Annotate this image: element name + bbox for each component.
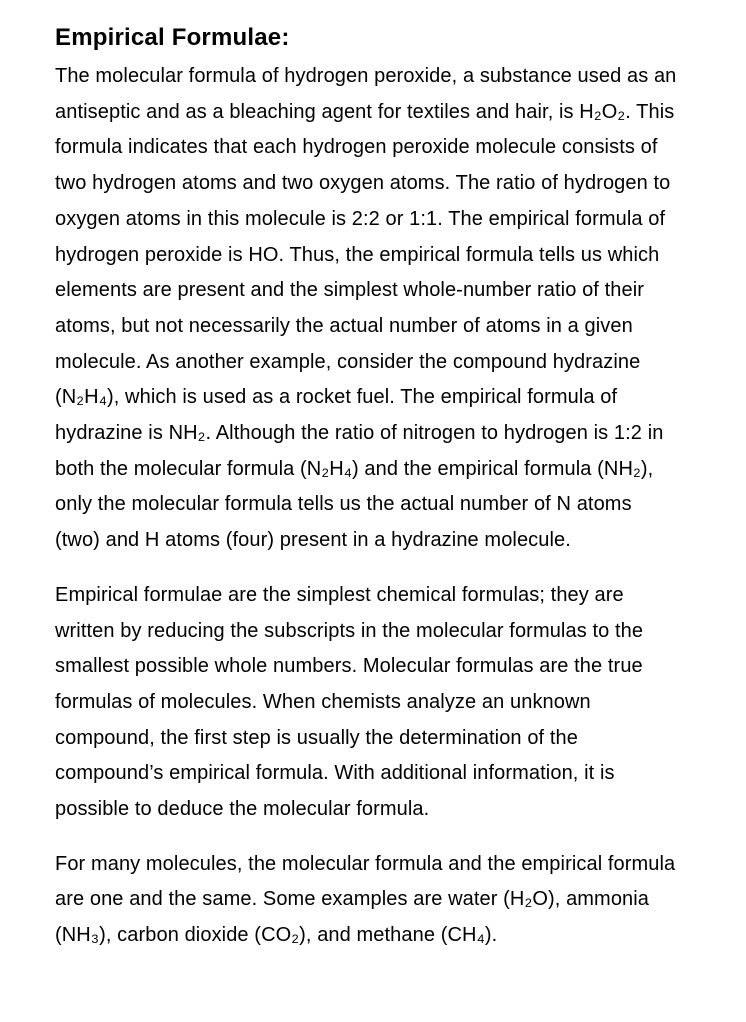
text-line: only the molecular formula tells us the actual number of N atoms (55, 493, 632, 516)
text-line: antiseptic and as a bleaching agent for textiles and hair, is H₂O₂. This (55, 100, 675, 123)
text-line: possible to deduce the molecular formula. (55, 798, 430, 821)
text-line: smallest possible whole numbers. Molecular formulas are the true (55, 655, 643, 678)
text-line: two hydrogen atoms and two oxygen atoms. The ratio of hydrogen to (55, 172, 671, 195)
text-line: (NH₃), carbon dioxide (CO₂), and methane (CH₄). (55, 924, 498, 947)
text-line: (N₂H₄), which is used as a rocket fuel. The empirical formula of (55, 386, 618, 409)
text-line: atoms, but not necessarily the actual number of atoms in a given (55, 314, 633, 337)
paragraph-examples (55, 847, 706, 954)
text-line: hydrogen peroxide is HO. Thus, the empirical formula tells us which (55, 243, 660, 266)
text-line: For many molecules, the molecular formula and the empirical formula (55, 852, 676, 875)
text-line: formula indicates that each hydrogen peroxide molecule consists of (55, 136, 658, 159)
text-line: hydrazine is NH₂. Although the ratio of nitrogen to hydrogen is 1:2 in (55, 422, 664, 445)
text-line: elements are present and the simplest whole-number ratio of their (55, 279, 645, 302)
document-heading: Empirical Formulae: (55, 24, 290, 51)
text-line: (two) and H atoms (four) present in a hydrazine molecule. (55, 529, 571, 552)
text-line: both the molecular formula (N₂H₄) and the empirical formula (NH₂), (55, 457, 654, 480)
text-line: compound’s empirical formula. With additional information, it is (55, 762, 615, 785)
paragraph-empirical-formulae-definition (55, 578, 706, 828)
text-line: The molecular formula of hydrogen peroxide, a substance used as an (55, 65, 677, 87)
text-line: Empirical formulae are the simplest chemical formulas; they are (55, 583, 624, 606)
text-line: written by reducing the subscripts in the molecular formulas to the (55, 619, 644, 642)
text-line: are one and the same. Some examples are water (H₂O), ammonia (55, 888, 650, 911)
text-line: oxygen atoms in this molecule is 2:2 or 1:1. The empirical formula of (55, 207, 666, 230)
text-line: compound, the first step is usually the determination of the (55, 726, 578, 749)
paragraph-hydrogen-peroxide (55, 59, 706, 559)
text-line: molecule. As another example, consider the compound hydrazine (55, 350, 641, 373)
text-line: formulas of molecules. When chemists analyze an unknown (55, 690, 591, 713)
